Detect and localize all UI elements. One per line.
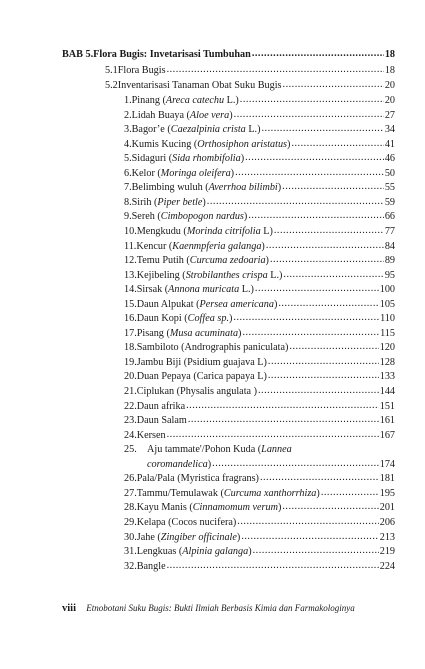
item-scientific-name: Areca catechu: [165, 95, 225, 106]
item-number: 8.: [124, 196, 132, 208]
item-page: 95: [384, 269, 395, 281]
toc-item-row[interactable]: [124, 414, 395, 428]
item-page: 201: [379, 502, 395, 514]
item-number: 15.: [124, 298, 137, 310]
item-number: 14.: [124, 284, 137, 296]
toc-item-row[interactable]: [124, 269, 395, 283]
item-title: [137, 429, 166, 443]
item-scientific-name: Averrhoa bilimbi: [208, 182, 278, 194]
item-common-name: Kencur (: [136, 240, 173, 252]
item-title: [132, 181, 282, 195]
item-number: 9.: [124, 211, 132, 223]
item-common-name: Daun Kopi (: [136, 313, 188, 325]
item-number: 11.: [124, 240, 137, 252]
toc-chapter-row[interactable]: [62, 48, 395, 62]
item-common-name: Sirih (: [131, 196, 158, 208]
item-page: 59: [384, 196, 395, 208]
dot-leader: [248, 209, 384, 223]
item-title: [137, 356, 267, 370]
item-title-continued: [147, 458, 211, 472]
toc-item-row[interactable]: [124, 181, 395, 195]
item-title: [137, 414, 187, 428]
item-title: [132, 138, 291, 152]
toc-item-row[interactable]: [124, 138, 395, 152]
item-page: 46: [384, 153, 395, 165]
item-title: [132, 152, 244, 166]
dot-leader: [260, 471, 379, 485]
toc-item-row[interactable]: [124, 516, 395, 530]
item-common-name: Daun Alpukat (: [136, 298, 200, 310]
dot-leader: [289, 340, 378, 354]
toc-item-row[interactable]: [124, 487, 395, 501]
item-name-suffix: L.): [224, 95, 239, 106]
item-page: 120: [379, 342, 395, 354]
item-common-name: Sidaguri (: [131, 153, 173, 165]
item-number: 22.: [124, 400, 137, 412]
dot-leader: [167, 428, 379, 442]
section-title: Flora Bugis: [117, 65, 166, 76]
item-scientific-name: Alpinia galanga: [182, 546, 249, 558]
item-title: [137, 298, 278, 312]
item-title: [137, 370, 267, 384]
item-number: 23.: [124, 415, 137, 427]
item-page: 195: [379, 487, 395, 499]
item-page: 55: [384, 182, 395, 194]
dot-leader: [253, 544, 379, 558]
item-number: 6.: [124, 167, 132, 179]
dot-leader: [274, 224, 384, 238]
item-page: 110: [380, 313, 395, 325]
dot-leader: [258, 384, 379, 398]
item-name-suffix: L.): [267, 269, 283, 281]
item-number: 7.: [124, 182, 132, 194]
toc-item-row[interactable]: [124, 443, 395, 457]
item-common-name: Lidah Buaya (: [131, 109, 190, 121]
item-scientific-name: Persea americana: [199, 298, 274, 310]
dot-leader: [283, 268, 383, 282]
item-name-suffix: ): [238, 327, 242, 339]
dot-leader: [167, 63, 384, 77]
item-page: 213: [379, 531, 395, 543]
item-page: 151: [379, 400, 395, 412]
footer-page-number: viii: [62, 603, 77, 614]
toc-item-row[interactable]: [124, 560, 395, 574]
item-page: 100: [379, 284, 395, 296]
item-page: 128: [379, 356, 395, 368]
item-scientific-name: Coffea sp.: [187, 313, 229, 325]
item-number: 5.: [124, 153, 132, 165]
item-number: 17.: [124, 327, 137, 339]
section-number: 5.2: [105, 80, 118, 91]
item-page: 105: [379, 298, 395, 310]
toc-item-row[interactable]: [124, 94, 395, 108]
item-common-name: Duan Pepaya (Carica papaya L): [136, 371, 267, 383]
item-common-name: Aju tammate'/Pohon Kuda (: [147, 444, 262, 456]
item-scientific-name: Zingiber officinale: [160, 531, 237, 543]
toc-item-row[interactable]: [124, 167, 395, 181]
item-page: 167: [379, 429, 395, 441]
item-common-name: Daun Salam: [136, 415, 187, 427]
item-page: 66: [384, 211, 395, 223]
item-page: 181: [379, 473, 395, 485]
toc-item-row[interactable]: [124, 356, 395, 370]
dot-leader: [186, 399, 379, 413]
toc-item-row[interactable]: [124, 254, 395, 268]
item-number: 31.: [124, 546, 137, 558]
item-number: 26.: [124, 473, 137, 485]
dot-leader: [240, 93, 384, 107]
item-page: 77: [384, 225, 395, 237]
item-number: 2.: [124, 109, 132, 121]
item-name-suffix: ): [265, 255, 269, 267]
item-common-name: Tammu/Temulawak (: [136, 487, 224, 499]
dot-leader: [167, 559, 379, 573]
item-title: [137, 472, 259, 486]
dot-leader: [266, 239, 384, 253]
dot-leader: [188, 413, 379, 427]
item-number: 16.: [124, 313, 137, 325]
item-scientific-name: Curcuma zedoaria: [189, 255, 266, 267]
toc-item-row[interactable]: [124, 312, 395, 326]
item-scientific-name: Annona muricata: [168, 284, 240, 296]
item-name-suffix: ): [236, 531, 241, 543]
item-title: [137, 501, 282, 515]
toc-item-row[interactable]: [124, 400, 395, 414]
section-number: 5.1: [105, 65, 118, 76]
item-number: 32.: [124, 560, 137, 572]
dot-leader: [235, 166, 384, 180]
item-name-suffix: ): [287, 138, 291, 150]
item-scientific-name: Strobilanthes crispa: [185, 269, 268, 281]
item-number: 24.: [124, 429, 137, 441]
dot-leader: [207, 195, 384, 209]
item-title: [137, 341, 289, 355]
item-name-suffix: ): [248, 546, 252, 558]
item-common-name: Kelapa (Cocos nucifera): [136, 516, 237, 528]
item-common-name: Kersen: [136, 429, 166, 441]
section-title: Inventarisasi Tanaman Obat Suku Bugis: [117, 80, 282, 91]
item-common-name: Sambiloto (Andrographis paniculata): [136, 342, 289, 354]
item-page: 34: [384, 124, 395, 136]
item-page: 50: [384, 167, 395, 179]
item-title: [147, 443, 292, 457]
item-page: 174: [379, 458, 395, 470]
dot-leader: [237, 515, 378, 529]
dot-leader: [262, 122, 384, 136]
toc-item-row[interactable]: [124, 298, 395, 312]
chapter-number: BAB 5.: [62, 49, 94, 60]
toc-item-continuation[interactable]: [147, 458, 395, 472]
item-scientific-name: Lannea: [261, 444, 292, 456]
item-name-suffix: ): [207, 458, 212, 470]
item-page: 133: [379, 371, 395, 383]
item-common-name: Lengkuas (: [136, 546, 183, 558]
item-common-name: Kayu Manis (: [136, 502, 193, 514]
item-number: 29.: [124, 516, 137, 528]
item-title: [137, 545, 252, 559]
item-number: 3.: [124, 124, 132, 136]
item-scientific-name: Sida rhombifolia: [172, 153, 241, 165]
item-name-suffix: ): [261, 240, 265, 252]
toc-item-row[interactable]: [124, 370, 395, 384]
item-scientific-name: Musa acuminata: [169, 327, 239, 339]
item-common-name: Sereh (: [131, 211, 161, 223]
toc-item-row[interactable]: [124, 225, 395, 239]
item-title: [137, 269, 283, 283]
item-title: [137, 225, 273, 239]
item-title: [137, 327, 242, 341]
item-page: 219: [379, 546, 395, 558]
item-title: [137, 400, 185, 414]
item-number: 30.: [124, 531, 137, 543]
item-title: [132, 196, 206, 210]
item-title: [132, 94, 239, 108]
section-page: 18: [384, 65, 395, 76]
dot-leader: [241, 530, 378, 544]
toc-item-row[interactable]: [124, 545, 395, 559]
item-title: [132, 109, 233, 123]
item-title: [137, 560, 166, 574]
dot-leader: [282, 500, 378, 514]
item-common-name: Kumis Kucing (: [131, 138, 198, 150]
item-number: 25.: [124, 444, 137, 456]
item-number: 13.: [124, 269, 137, 281]
item-common-name: Kelor (: [131, 167, 161, 179]
dot-leader: [321, 486, 379, 500]
dot-leader: [242, 326, 379, 340]
item-name-suffix: ): [277, 182, 282, 194]
item-page: 144: [379, 386, 395, 397]
item-scientific-name: Cimbopogon nardus: [160, 211, 244, 223]
toc-item-row[interactable]: [124, 501, 395, 515]
item-page: 161: [379, 415, 395, 427]
item-common-name: Bagor’e (: [131, 124, 171, 136]
item-common-name: Ciplukan (Physalis angulata ): [136, 386, 257, 397]
item-name-suffix: L): [260, 225, 273, 237]
item-name-suffix: ): [230, 167, 235, 179]
item-name-suffix: ): [316, 487, 320, 499]
item-page: 20: [384, 95, 395, 106]
item-common-name: Temu Putih (: [136, 255, 190, 267]
dot-leader: [282, 180, 384, 194]
toc-section-row[interactable]: [105, 64, 395, 78]
item-name-suffix: ): [243, 211, 248, 223]
item-common-name: Pala/Pala (Myristica fragrans): [136, 473, 259, 485]
item-name-suffix: L.): [245, 124, 261, 136]
toc-item-row[interactable]: [124, 109, 395, 123]
toc-item-row[interactable]: [124, 429, 395, 443]
item-scientific-name: coromandelica: [147, 458, 208, 470]
item-number: 4.: [124, 138, 132, 150]
item-number: 1.: [124, 95, 132, 106]
item-number: 28.: [124, 502, 137, 514]
item-page: 89: [384, 255, 395, 267]
item-number: 18.: [124, 342, 137, 354]
item-number: 20.: [124, 371, 137, 383]
dot-leader: [255, 282, 379, 296]
item-name-suffix: ): [202, 196, 206, 208]
item-name-suffix: ): [273, 298, 278, 310]
item-common-name: Kejibeling (: [136, 269, 186, 281]
item-common-name: Sirsak (: [136, 284, 169, 296]
section-page: 20: [384, 80, 395, 91]
toc-item-row[interactable]: [124, 341, 395, 355]
dot-leader: [233, 311, 379, 325]
item-page: 84: [384, 240, 395, 252]
item-scientific-name: Aloe vera: [189, 109, 230, 121]
toc-item-row[interactable]: [124, 327, 395, 341]
footer-book-title: Etnobotani Suku Bugis: Bukti Ilmiah Berbasis Kimia dan Farmakologinya: [86, 603, 355, 613]
item-common-name: Jambu Biji (Psidium guajava L): [136, 356, 267, 368]
item-common-name: Jahe (: [136, 531, 161, 543]
item-title: [137, 312, 233, 326]
item-number: 19.: [124, 356, 137, 368]
item-common-name: Daun afrika: [136, 400, 186, 412]
dot-leader: [268, 355, 379, 369]
item-common-name: Pinang (: [131, 95, 166, 106]
toc-item-row[interactable]: [124, 123, 395, 137]
item-title: [137, 531, 241, 545]
toc-item-row[interactable]: [124, 210, 395, 224]
item-title: [137, 254, 269, 268]
item-scientific-name: Piper betle: [157, 196, 203, 208]
toc-section-row[interactable]: [105, 79, 395, 93]
item-page: 27: [384, 109, 395, 121]
dot-leader: [245, 151, 384, 165]
dot-leader: [270, 253, 384, 267]
item-scientific-name: Curcuma xanthorrhiza: [223, 487, 317, 499]
item-number: 12.: [124, 255, 137, 267]
dot-leader: [278, 297, 378, 311]
item-scientific-name: Moringa oleifera: [160, 167, 231, 179]
dot-leader: [234, 108, 384, 122]
item-scientific-name: Cinnamomum verum: [192, 502, 278, 514]
chapter-page: 18: [384, 49, 395, 60]
item-title: [132, 210, 248, 224]
item-title: [132, 123, 261, 137]
dot-leader: [212, 457, 379, 471]
dot-leader: [252, 47, 384, 61]
item-number: 21.: [124, 386, 137, 397]
item-name-suffix: ): [229, 109, 233, 121]
item-page: 224: [379, 560, 395, 572]
item-common-name: Belimbing wuluh (: [131, 182, 209, 194]
toc-item-row[interactable]: [124, 283, 395, 297]
item-common-name: Mengkudu (: [136, 225, 187, 237]
item-title: [136, 240, 264, 254]
item-scientific-name: Morinda citrifolia: [186, 225, 261, 237]
item-title: [137, 283, 254, 297]
toc-item-row[interactable]: [124, 240, 395, 254]
item-common-name: Pisang (: [136, 327, 170, 339]
item-scientific-name: Caezalpinia crista: [170, 124, 246, 136]
toc-item-row[interactable]: [124, 152, 395, 166]
item-number: 27.: [124, 487, 137, 499]
item-page: 115: [380, 327, 395, 339]
item-name-suffix: ): [229, 313, 233, 325]
item-title: [137, 516, 237, 530]
dot-leader: [283, 78, 384, 92]
item-title: [137, 487, 320, 501]
page-footer: [62, 603, 355, 614]
item-common-name: Bangle: [136, 560, 166, 572]
item-name-suffix: ): [277, 502, 282, 514]
item-page: 206: [379, 516, 395, 528]
item-number: 10.: [124, 225, 137, 237]
toc-item-row[interactable]: [124, 196, 395, 210]
dot-leader: [268, 369, 379, 383]
dot-leader: [291, 137, 383, 151]
chapter-title: Flora Bugis: Invetarisasi Tumbuhan: [93, 49, 251, 60]
item-name-suffix: ): [240, 153, 245, 165]
item-name-suffix: L.): [239, 284, 254, 296]
item-page: 41: [384, 138, 395, 150]
item-scientific-name: Orthosiphon aristatus: [197, 138, 288, 150]
item-title: [132, 167, 234, 181]
toc-item-row[interactable]: [124, 472, 395, 486]
item-title: [137, 385, 257, 399]
toc-item-row[interactable]: [124, 385, 395, 399]
item-scientific-name: Kaenmpferia galanga: [172, 240, 262, 252]
toc-item-row[interactable]: [124, 531, 395, 545]
